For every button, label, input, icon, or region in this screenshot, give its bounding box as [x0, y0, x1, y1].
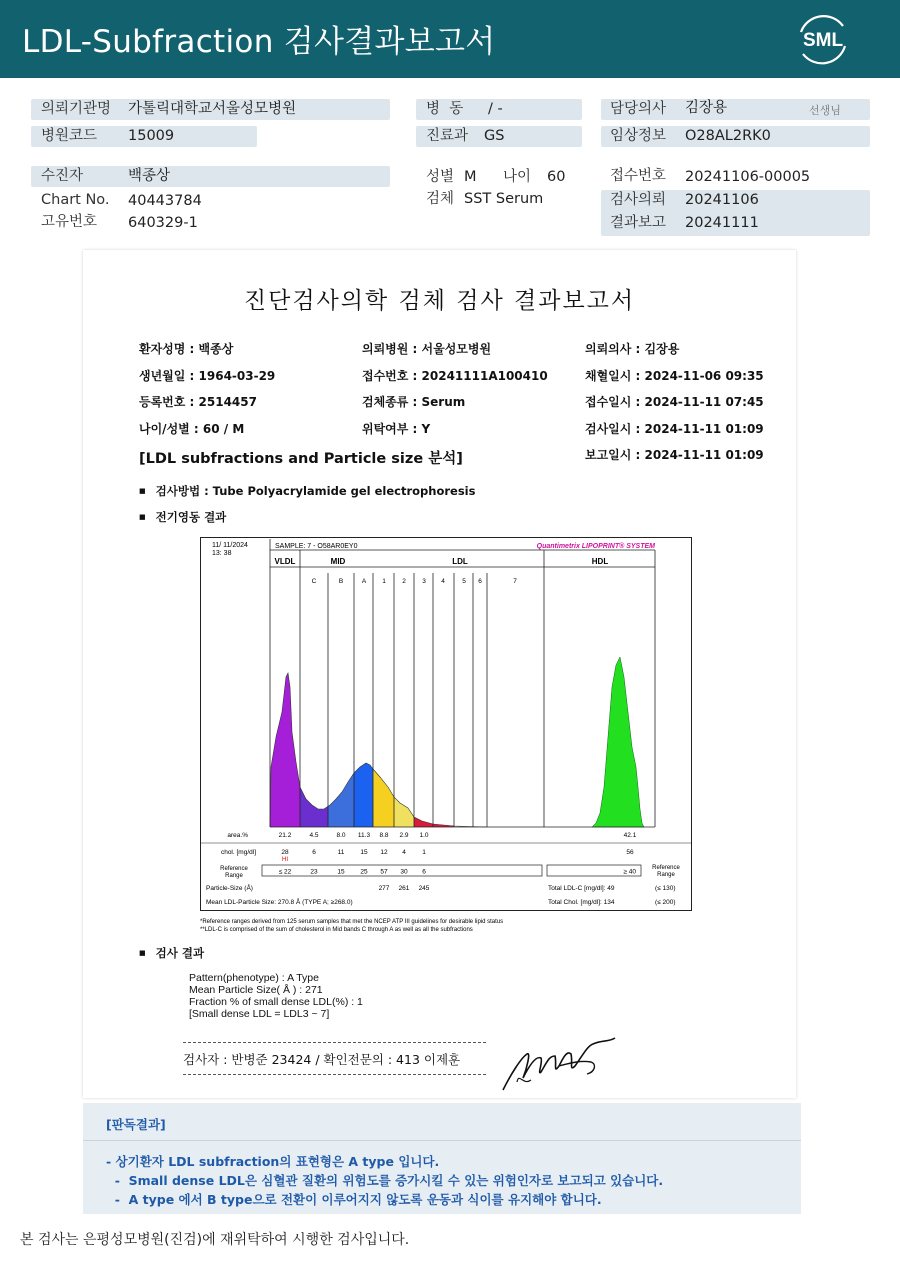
sml-logo [793, 12, 853, 66]
area-value: 4.5 [309, 832, 319, 839]
band-label: B [338, 578, 344, 585]
report-cell: 접수일시 : 2024-11-11 07:45 [585, 395, 764, 409]
total-ldl-ref: (≤ 130) [655, 885, 676, 892]
judgement-line: - Small dense LDL은 심혈관 질환의 위험도를 증가시킬 수 있는 위험인자로 보고되고 있습니다. [106, 1173, 664, 1188]
electrophoresis-chart [200, 537, 692, 937]
clinical-value: O28AL2RK0 [685, 128, 771, 144]
doctor-value: 김장용 [685, 100, 728, 116]
area-value: 21.2 [278, 832, 292, 839]
band-label: 6 [478, 578, 482, 585]
particle-value: 277 [378, 885, 390, 892]
hospital-code-label: 병원코드 [41, 128, 98, 144]
header-bar [0, 0, 900, 78]
total-ldl: Total LDL-C [mg/dl]: 49 [548, 885, 615, 892]
chart-no-label: Chart No. [41, 192, 110, 208]
hospital-code-value: 15009 [128, 128, 175, 144]
judgement-panel [83, 1103, 801, 1214]
ref-label: Reference [220, 866, 248, 872]
footer-note: 본 검사는 은평성모병원(진검)에 재위탁하여 시행한 검사입니다. [20, 1232, 410, 1248]
unique-no-value: 640329-1 [128, 215, 198, 231]
chol-flag: HI [282, 857, 288, 863]
chol-value: 1 [422, 849, 426, 856]
chol-value: 15 [360, 849, 368, 856]
electro-heading: ■ 전기영동 결과 [139, 509, 226, 525]
receipt-value: 20241106-00005 [685, 169, 811, 185]
report-cell: 의뢰병원 : 서울성모병원 [362, 342, 492, 356]
logo-text: SML [802, 30, 844, 51]
mean-size: Mean LDL-Particle Size: 270.8 Å (TYPE A; ≥268.0) [206, 899, 353, 906]
total-chol: Total Chol. [mg/dl]: 134 [548, 899, 615, 906]
group-label: VLDL [274, 557, 296, 566]
dept-value: GS [484, 128, 505, 144]
total-chol-ref: (≤ 200) [655, 899, 676, 906]
band-area [354, 763, 373, 827]
divider [183, 1074, 486, 1075]
report-cell: 접수번호 : 20241111A100410 [362, 369, 548, 383]
request-value: 20241106 [685, 192, 759, 208]
unique-no-label: 고유번호 [41, 214, 98, 230]
mean-size-line: Mean Particle Size( Å ) : 271 [189, 984, 323, 996]
row-label: area.% [227, 832, 248, 839]
sex-label: 성별 [426, 169, 455, 185]
particle-value: 245 [418, 885, 430, 892]
ref-value: ≥ 40 [623, 868, 636, 876]
chol-value: 28 [281, 849, 289, 856]
chol-value: 12 [380, 849, 388, 856]
area-value: 8.0 [336, 832, 346, 839]
chart-footnote: *Reference ranges derived from 125 serum samples that met the NCEP ATP III guidelines for desirable lipid status [200, 919, 504, 925]
ref-value: 30 [400, 868, 408, 876]
band-label: 5 [462, 578, 466, 585]
group-label: HDL [591, 557, 609, 566]
report-cell: 검사일시 : 2024-11-11 01:09 [585, 422, 764, 436]
ref-label: Range [225, 873, 243, 879]
chart-no-value: 40443784 [128, 193, 202, 209]
result-value: 20241111 [685, 215, 759, 231]
doctor-suffix: 선생님 [809, 104, 841, 117]
ref-value: ≤ 22 [278, 868, 292, 876]
report-cell: 등록번호 : 2514457 [139, 395, 257, 409]
inspector-line: 검사자 : 반병준 23424 / 확인전문의 : 413 이제훈 [183, 1052, 461, 1067]
band-label: C [311, 578, 317, 585]
page-title: LDL-Subfraction 검사결과보고서 [22, 24, 496, 60]
ref-value: 23 [310, 868, 318, 876]
band-label: 1 [382, 578, 386, 585]
group-label: LDL [452, 557, 468, 566]
report-time: 보고일시 : 2024-11-11 01:09 [585, 448, 764, 462]
report-cell: 의뢰의사 : 김장용 [585, 342, 680, 356]
chart-system: Quantimetrix LIPOPRINT® SYSTEM [536, 543, 655, 550]
divider [183, 1042, 486, 1043]
particle-value: 261 [398, 885, 410, 892]
area-value: 42.1 [623, 832, 637, 839]
ref-label: Range [657, 872, 675, 878]
ref-value: 25 [360, 868, 368, 876]
ward-label: 병 동 [426, 101, 464, 117]
chart-time: 13: 38 [212, 550, 232, 557]
patient-value: 백종상 [128, 168, 171, 184]
judgement-line: - A type 에서 B type으로 전환이 이루어지지 않도록 운동과 식이를 유지해야 합니다. [106, 1192, 602, 1207]
patient-row-bg [31, 166, 390, 187]
area-value: 11.3 [357, 832, 371, 839]
age-label: 나이 [503, 169, 532, 185]
ref-label: Reference [652, 865, 680, 871]
report-cell: 나이/성별 : 60 / M [139, 422, 245, 436]
area-value: 8.8 [379, 832, 389, 839]
divider [83, 1140, 801, 1141]
signature-image [497, 1036, 622, 1096]
area-value: 1.0 [419, 832, 429, 839]
area-value: 2.9 [399, 832, 409, 839]
row-label: chol. [mg/dl] [220, 849, 256, 856]
report-cell: 채혈일시 : 2024-11-06 09:35 [585, 369, 764, 383]
result-heading: ■ 검사 결과 [139, 945, 204, 961]
hospital-label: 의뢰기관명 [41, 101, 112, 117]
result-summary [189, 972, 363, 1020]
clinical-label: 임상정보 [610, 128, 667, 144]
band-label: A [361, 578, 367, 585]
chol-value: 4 [402, 849, 406, 856]
band-label: 2 [402, 578, 406, 585]
report-cell: 생년월일 : 1964-03-29 [139, 369, 276, 383]
ref-value: 15 [337, 868, 345, 876]
age-value: 60 [547, 169, 566, 185]
judgement-line: - 상기환자 LDL subfraction의 표현형은 A type 입니다. [106, 1154, 440, 1169]
ward-value: / - [488, 101, 503, 117]
chart-footnote: **LDL-C is comprised of the sum of cholesterol in Mid bands C through A as well as all the subfractions [200, 927, 473, 933]
report-title: 진단검사의학 검체 검사 결과보고서 [243, 288, 636, 314]
section-heading: [LDL subfractions and Particle size 분석] [139, 451, 463, 467]
report-cell: 환자성명 : 백종상 [139, 342, 234, 356]
fraction-line: Fraction % of small dense LDL(%) : 1 [189, 996, 363, 1008]
chol-value: 11 [337, 849, 345, 856]
dept-label: 진료과 [426, 128, 469, 144]
report-cell: 검체종류 : Serum [362, 395, 466, 409]
chart-date: 11/ 11/2024 [212, 542, 248, 549]
row-label: Particle-Size (Å) [206, 885, 253, 892]
sex-value: M [464, 169, 477, 185]
receipt-label: 접수번호 [610, 168, 667, 184]
ref-value: 6 [422, 868, 426, 876]
band-label: 3 [422, 578, 426, 585]
report-cell: 위탁여부 : Y [362, 422, 431, 436]
ref-value: 57 [380, 868, 388, 876]
pattern-line: Pattern(phenotype) : A Type [189, 972, 319, 984]
specimen-label: 검체 [426, 191, 455, 207]
chol-value: 56 [626, 849, 634, 856]
request-label: 검사의뢰 [610, 192, 667, 208]
patient-label: 수진자 [41, 168, 84, 184]
doctor-label: 담당의사 [610, 101, 667, 117]
hospital-value: 가톨릭대학교서울성모병원 [128, 101, 297, 117]
judgement-title: [판독결과] [106, 1117, 166, 1132]
chol-value: 6 [312, 849, 316, 856]
band-label: 4 [441, 578, 445, 585]
band-label: 7 [513, 578, 517, 585]
specimen-value: SST Serum [464, 191, 544, 207]
group-label: MID [330, 557, 346, 566]
method-line: ■ 검사방법 : Tube Polyacrylamide gel electrophoresis [139, 483, 475, 499]
small-dense-line: [Small dense LDL = LDL3 ~ 7] [189, 1008, 330, 1020]
chart-sample: SAMPLE: 7 - O58AR0EY0 [275, 543, 358, 550]
result-label: 결과보고 [610, 215, 667, 231]
